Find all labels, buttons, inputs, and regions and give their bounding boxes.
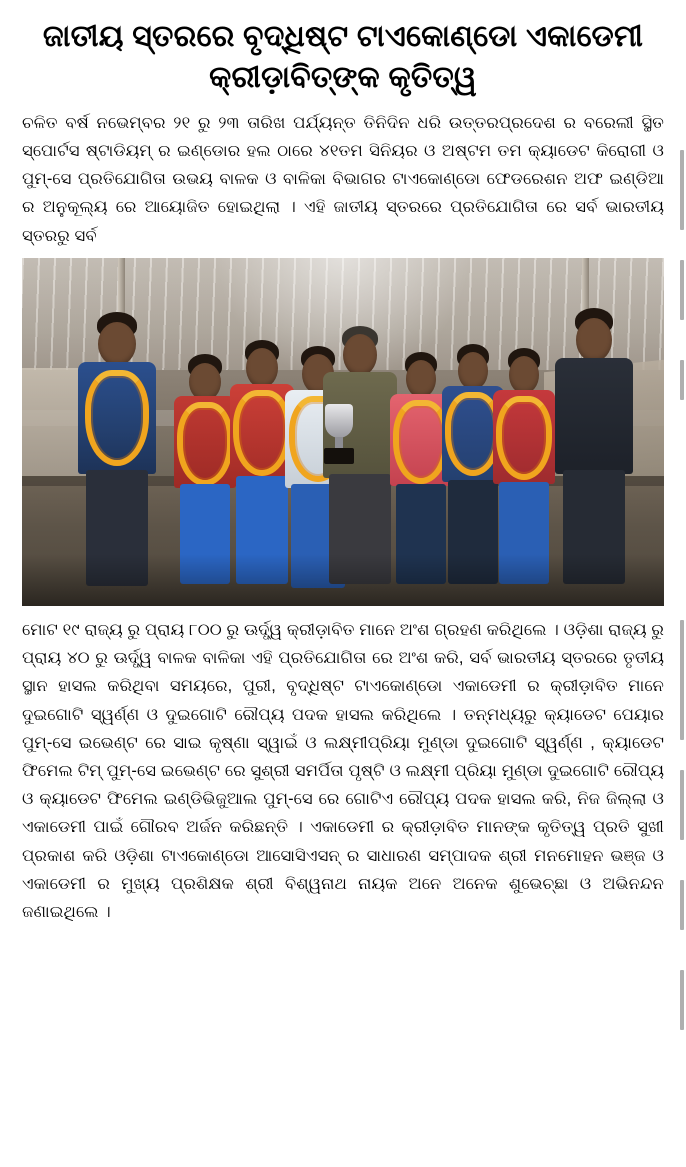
article-paragraph-bottom: ମୋଟ ୧୯ ରାଜ୍ୟ ରୁ ପ୍ରାୟ ୮୦୦ ରୁ ଊର୍ଦ୍ଧ୍ୱ କ୍ରୀଡ଼ାବିତ ମାନେ ଅଂଶ ଗ୍ରହଣ କରିଥିଲେ । ଓଡ଼ିଶା ରାଜ୍ୟ ରୁ ପ୍ରାୟ ୪୦ ରୁ ଊର୍ଦ୍ଧ୍ୱ ବାଳକ ବାଳିକା ଏହି ପ୍ରତିଯୋଗିତା ରେ ଅଂଶ କରି, ସର୍ବ ଭାରତୀୟ ସ୍ତରରେ ତୃତୀୟ ସ୍ଥାନ ହାସଲ କରିଥିବା ସମୟରେ, ପୁରୀ, ବୃଦ୍ଧିଷ୍ଟ ଟାଏକୋଣ୍ଡୋ ଏକାଡେମୀ ର କ୍ରୀଡ଼ାବିତ ମାନେ ଦୁଇଗୋଟି ସ୍ୱର୍ଣ୍ଣ ଓ ଦୁଇଗୋଟି ରୌପ୍ୟ ପଦକ ହାସଲ କରିଥିଲେ । ତନ୍ମଧ୍ୟରୁ କ୍ୟାଡେଟ ପେୟାର ପୁମ୍‌-ସେ ଇଭେଣ୍ଟ ରେ ସାଇ କୃଷ୍ଣା ସ୍ୱାଇଁ ଓ ଲକ୍ଷ୍ମୀପ୍ରିୟା ମୁଣ୍ଡା ଦୁଇଗୋଟି ସ୍ୱର୍ଣ୍ଣ , କ୍ୟାଡେଟ ଫିମେଲ ଟିମ୍ ପୁମ୍‌-ସେ ଇଭେଣ୍ଟ ରେ ସୁଶ୍ରୀ ସମର୍ପିତା ପୃଷ୍ଟି ଓ ଲକ୍ଷ୍ମୀ ପ୍ରିୟା ମୁଣ୍ଡା ଦୁଇଗୋଟି ରୌପ୍ୟ ଓ କ୍ୟାଡେଟ ଫିମେଲ ଇଣ୍ଡିଭିଜୁଆଲ ପୁମ୍‌-ସେ ରେ ଗୋଟିଏ ରୌପ୍ୟ ପଦକ ହାସଲ କରି, ନିଜ ଜିଲ୍ଲା ଓ ଏକାଡେମୀ ପାଇଁ ଗୌରବ ଅର୍ଜନ କରିଛନ୍ତି । ଏକାଡେମୀ ର କ୍ରୀଡ଼ାବିତ ମାନଙ୍କ କୃତିତ୍ୱ ପ୍ରତି ସୁଖୀ ପ୍ରକାଶ କରି ଓଡ଼ିଶା ଟାଏକୋଣ୍ଡୋ ଆସୋସିଏସନ୍ ର ସାଧାରଣ ସମ୍ପାଦକ ଶ୍ରୀ ମନମୋହନ ଭଞ୍ଜ ଓ ଏକାଡେମୀ ର ମୁଖ୍ୟ ପ୍ରଶିକ୍ଷକ ଶ୍ରୀ ବିଶ୍ୱନାଥ ନାୟକ ଅନେ ଅନେକ ଶୁଭେଚ୍ଛା ଓ ଅଭିନନ୍ଦନ ଜଣାଇଥିଲେ । [22, 620, 664, 922]
article-paragraph-top: ଚଳିତ ବର୍ଷ ନଭେମ୍ବର ୨୧ ରୁ ୨୩ ତାରିଖ ପର୍ଯ୍ୟନ୍ତ ତିନିଦିନ ଧରି ଉତ୍ତରପ୍ରଦେଶ ର ବରେଲୀ ସ୍ଥିତ ସ୍ପୋର୍ଟସ ଷ୍ଟାଡିୟମ୍ ର ଇଣ୍ଡୋର ହଲ ଠାରେ ୪୧ତମ ସିନିୟର ଓ ଅଷ୍ଟମ ତମ କ୍ୟାଡେଟ କିରୋଗୀ ଓ ପୁମ୍‌-ସେ ପ୍ରତିଯୋଗିତା ଉଭୟ ବାଳକ ଓ ବାଳିକା ବିଭାଗର ଟାଏକୋଣ୍ଡୋ ଫେଡରେଶନ ଅଫ ଇଣ୍ଡିଆ ର ଅନୁକୂଲ୍ୟ ରେ ଆୟୋଜିତ ହୋଇଥିଲା । ଏହି ଜାତୀୟ ସ୍ତରରେ ପ୍ରତିଯୋଗିତା ରେ ସର୍ବ ଭାରତୀୟ ସ୍ତରରୁ ସର୍ବ [22, 113, 664, 245]
person-8 [550, 308, 638, 584]
photo-group [22, 284, 664, 584]
person-1 [74, 312, 160, 584]
scan-edge-artifacts [678, 150, 684, 1050]
photo-foreground-shadow [22, 554, 664, 606]
trophy [322, 404, 356, 466]
article-photo [22, 258, 664, 606]
page-title: ଜାତୀୟ ସ୍ତରରେ ବୃଦ୍ଧିଷ୍ଟ ଟାଏକୋଣ୍ଡୋ ଏକାଡେମୀ କ୍ରୀଡ଼ାବିତ୍‌ଙ୍କ କୃତିତ୍ୱ [42, 20, 644, 95]
